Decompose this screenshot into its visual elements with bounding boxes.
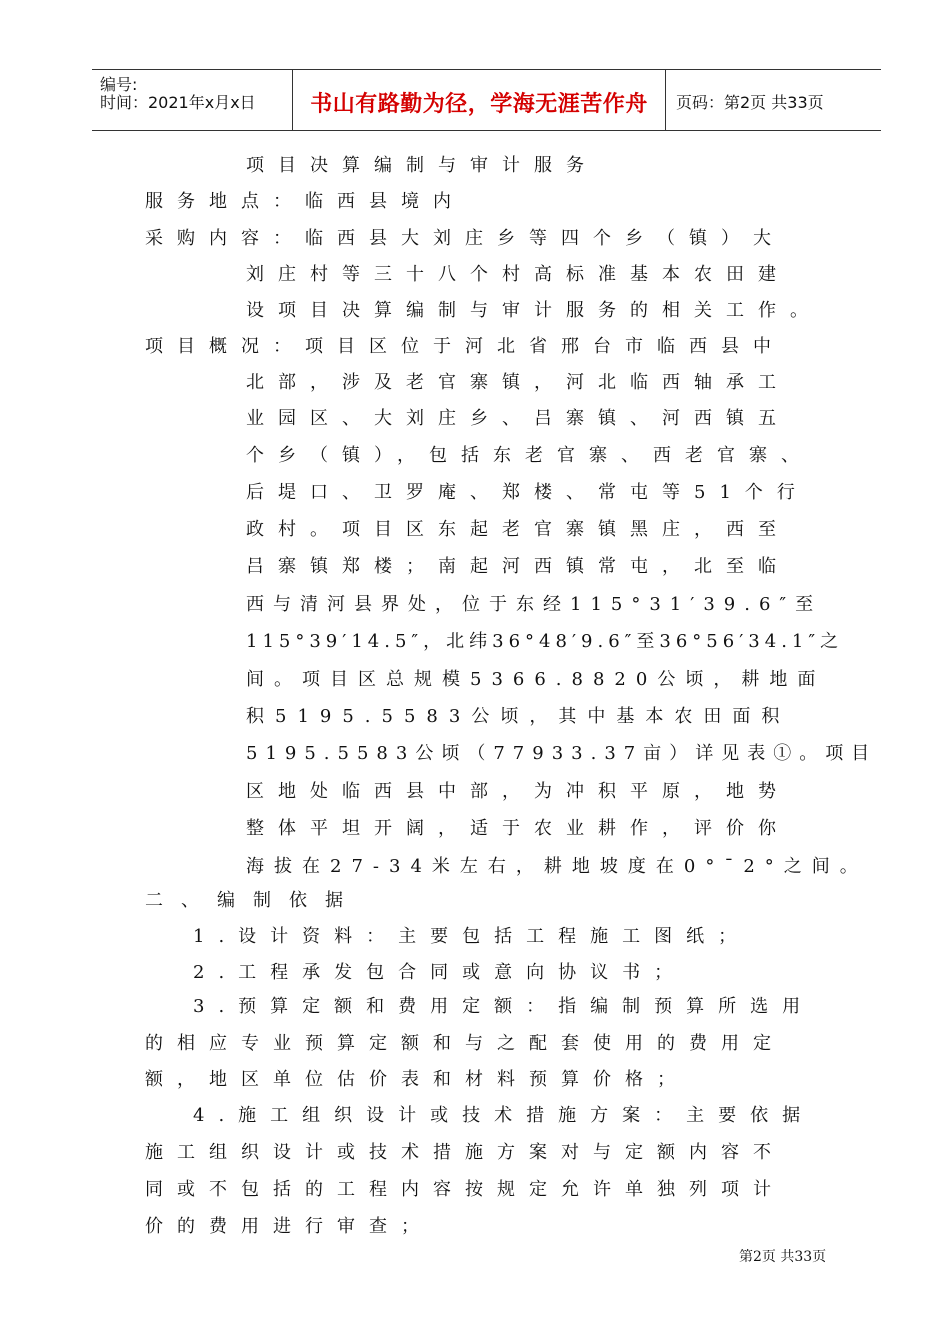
basis-item-2: 2.工程承发包合同或意向协议书； xyxy=(193,962,687,983)
basis-item-3-cont: 的相应专业预算定额和与之配套使用的费用定 xyxy=(145,1033,785,1054)
project-overview-line: 海拔在27-34米左右，耕地坡度在0°¯2°之间。 xyxy=(246,856,868,877)
project-overview-line: 积5195.5583公顷，其中基本农田面积 xyxy=(246,706,791,727)
basis-item-4: 4.施工组织设计或技术措施方案：主要依据 xyxy=(193,1105,815,1126)
basis-item-1: 1.设计资料：主要包括工程施工图纸； xyxy=(193,926,751,947)
basis-item-3-cont: 额，地区单位估价表和材料预算价格； xyxy=(145,1069,689,1090)
document-number-label: 编号: xyxy=(100,75,138,94)
project-overview-line: 西与清河县界处，位于东经115°31′39.6″至 xyxy=(246,594,823,615)
project-overview-line: 5195.5583公顷（77933.37亩）详见表①。项目 xyxy=(246,743,878,764)
document-date: 时间：2021年x月x日 xyxy=(100,93,256,112)
basis-item-4-cont: 价的费用进行审查； xyxy=(145,1216,433,1237)
basis-item-4-cont: 同或不包括的工程内容按规定允许单独列项计 xyxy=(145,1179,785,1200)
project-overview-line: 政村。项目区东起老官寨镇黑庄，西至 xyxy=(246,519,790,540)
procurement-content-line: 采购内容：临西县大刘庄乡等四个乡（镇）大 xyxy=(145,228,785,249)
service-location-line: 服务地点：临西县境内 xyxy=(145,191,465,212)
project-title-line: 项目决算编制与审计服务 xyxy=(246,155,598,176)
header-page-cell xyxy=(666,70,881,130)
header-motto: 书山有路勤为径，学海无涯苦作舟 xyxy=(310,92,648,117)
document-header xyxy=(92,69,881,131)
basis-item-3: 3.预算定额和费用定额：指编制预算所选用 xyxy=(193,996,815,1017)
project-overview-line: 项目概况：项目区位于河北省邢台市临西县中 xyxy=(145,336,785,357)
project-overview-line: 后堤口、卫罗庵、郑楼、常屯等51个行 xyxy=(246,482,809,503)
project-overview-line: 业园区、大刘庄乡、吕寨镇、河西镇五 xyxy=(246,408,790,429)
header-page-number: 页码：第2页 共33页 xyxy=(676,93,824,112)
project-overview-line: 间。项目区总规模5366.8820公顷，耕地面 xyxy=(246,669,826,690)
project-overview-line: 个乡（镇），包括东老官寨、西老官寨、 xyxy=(246,445,813,466)
basis-item-4-cont: 施工组织设计或技术措施方案对与定额内容不 xyxy=(145,1142,785,1163)
project-overview-line: 整体平坦开阔，适于农业耕作，评价你 xyxy=(246,818,790,839)
header-meta xyxy=(92,70,293,130)
project-overview-line: 115°39′14.5″，北纬36°48′9.6″至36°56′34.1″之 xyxy=(246,631,844,652)
procurement-content-line: 设项目决算编制与审计服务的相关工作。 xyxy=(246,300,822,321)
procurement-content-line: 刘庄村等三十八个村高标准基本农田建 xyxy=(246,264,790,285)
footer-page-number: 第2页 共33页 xyxy=(739,1249,827,1265)
project-overview-line: 北部，涉及老官寨镇，河北临西轴承工 xyxy=(246,372,790,393)
project-overview-line: 区地处临西县中部，为冲积平原，地势 xyxy=(246,781,790,802)
section-heading: 二、编制依据 xyxy=(145,890,361,911)
project-overview-line: 吕寨镇郑楼；南起河西镇常屯，北至临 xyxy=(246,556,790,577)
header-motto-cell xyxy=(293,70,666,130)
